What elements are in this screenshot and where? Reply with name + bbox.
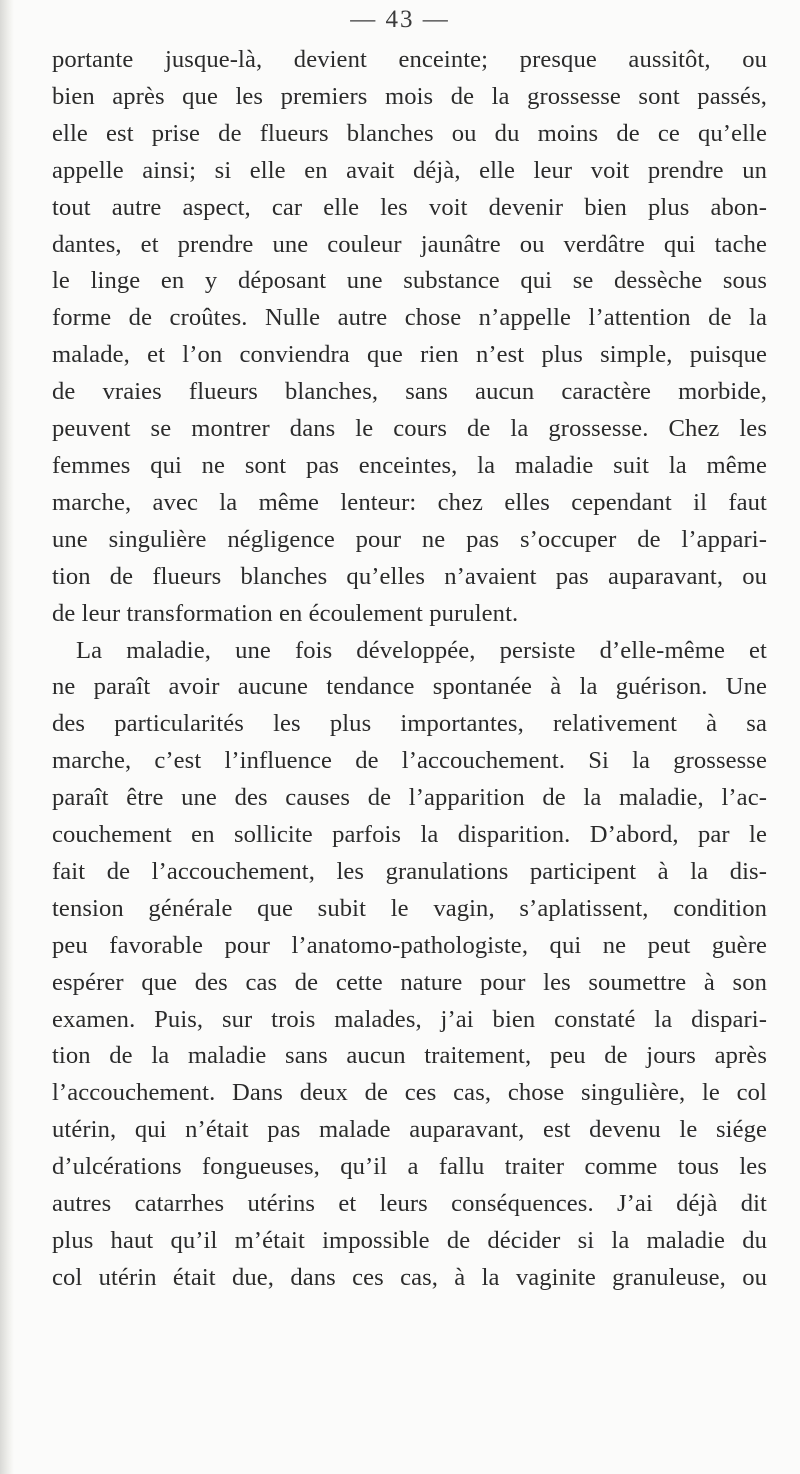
text-line: paraît être une des causes de l’apparition de la maladie, l’ac- bbox=[52, 784, 767, 812]
text-line: d’ulcérations fongueuses, qu’il a fallu traiter comme tous les bbox=[52, 1153, 767, 1181]
text-line: elle est prise de flueurs blanches ou du moins de ce qu’elle bbox=[52, 119, 767, 147]
text-line: portante jusque-là, devient enceinte; presque aussitôt, ou bbox=[52, 46, 767, 73]
text-line: peuvent se montrer dans le cours de la grossesse. Chez les bbox=[52, 415, 767, 443]
text-line: de leur transformation en écoulement purulent. bbox=[52, 599, 519, 627]
text-line: plus haut qu’il m’était impossible de décider si la maladie du bbox=[52, 1227, 767, 1254]
text-line: femmes qui ne sont pas enceintes, la maladie suit la même bbox=[52, 451, 767, 479]
text-line: malade, et l’on conviendra que rien n’est plus simple, puisque bbox=[52, 341, 767, 369]
text-line: autres catarrhes utérins et leurs conséquences. J’ai déjà dit bbox=[52, 1190, 767, 1218]
text-line: forme de croûtes. Nulle autre chose n’appelle l’attention de la bbox=[52, 304, 767, 332]
text-line: utérin, qui n’était pas malade auparavant, est devenu le siége bbox=[52, 1116, 767, 1144]
text-line: peu favorable pour l’anatomo-pathologiste, qui ne peut guère bbox=[52, 931, 767, 959]
page-number: — 43 — bbox=[350, 6, 450, 33]
text-line: examen. Puis, sur trois malades, j’ai bien constaté la dispari- bbox=[52, 1005, 767, 1033]
text-line: fait de l’accouchement, les granulations participent à la dis- bbox=[52, 857, 767, 885]
text-line: espérer que des cas de cette nature pour les soumettre à son bbox=[52, 968, 767, 996]
text-line: ne paraît avoir aucune tendance spontanée à la guérison. Une bbox=[52, 673, 767, 701]
binding-edge bbox=[0, 0, 14, 1474]
text-line: de vraies flueurs blanches, sans aucun caractère morbide, bbox=[52, 378, 767, 406]
text-line: tion de flueurs blanches qu’elles n’avaient pas auparavant, ou bbox=[52, 562, 767, 590]
text-line: marche, avec la même lenteur: chez elles cependant il faut bbox=[52, 488, 767, 516]
text-line: dantes, et prendre une couleur jaunâtre ou verdâtre qui tache bbox=[52, 230, 767, 258]
text-line: couchement en sollicite parfois la disparition. D’abord, par le bbox=[52, 821, 767, 849]
text-line: tension générale que subit le vagin, s’aplatissent, condition bbox=[52, 894, 767, 922]
text-line: bien après que les premiers mois de la grossesse sont passés, bbox=[52, 82, 767, 110]
text-line: une singulière négligence pour ne pas s’occuper de l’appari- bbox=[52, 525, 767, 553]
text-line: le linge en y déposant une substance qui se dessèche sous bbox=[52, 267, 767, 295]
text-line: l’accouchement. Dans deux de ces cas, chose singulière, le col bbox=[52, 1079, 767, 1107]
text-line: appelle ainsi; si elle en avait déjà, elle leur voit prendre un bbox=[52, 156, 767, 184]
text-line: tion de la maladie sans aucun traitement, peu de jours après bbox=[52, 1042, 767, 1070]
text-line: des particularités les plus importantes, relativement à sa bbox=[52, 710, 767, 738]
text-line: marche, c’est l’influence de l’accouchement. Si la grossesse bbox=[52, 747, 767, 775]
text-line: tout autre aspect, car elle les voit devenir bien plus abon- bbox=[52, 193, 767, 221]
text-line: col utérin était due, dans ces cas, à la vaginite granuleuse, ou bbox=[52, 1263, 767, 1291]
text-line: La maladie, une fois développée, persiste d’elle-même et bbox=[76, 636, 767, 664]
body-text bbox=[52, 42, 767, 1297]
